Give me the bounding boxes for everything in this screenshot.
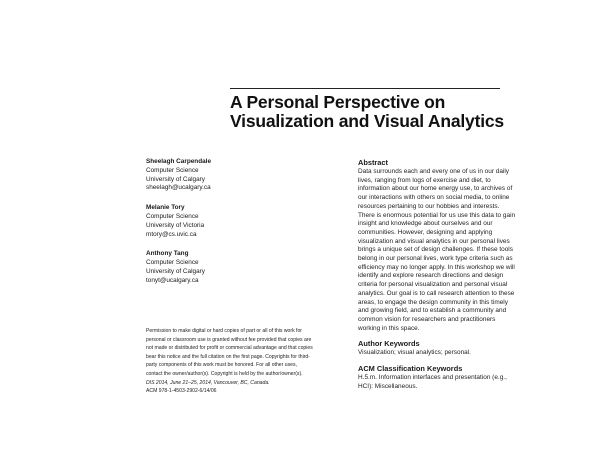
abstract-line: There is enormous potential for us use this data to gain [358, 211, 516, 219]
abstract-line: criteria for personal visualization and personal visual [358, 281, 508, 289]
author-keywords-heading: Author Keywords [358, 339, 420, 349]
permission-line: contact the owner/author(s). Copyright is held by the author/owner(s). [146, 370, 303, 377]
author-department: Computer Science [146, 166, 199, 174]
abstract-line: efficiency may no longer apply. In this workshop we will [358, 263, 515, 271]
acm-classification-heading: ACM Classification Keywords [358, 364, 463, 374]
author-affiliation: University of Calgary [146, 175, 205, 183]
abstract-heading: Abstract [358, 158, 388, 167]
author-name: Sheelagh Carpendale [146, 158, 211, 165]
abstract-line: areas, to engage the design community in this timely [358, 298, 508, 306]
abstract-line: brings a unique set of design challenges. If these tools [358, 246, 513, 254]
author-entry [146, 158, 256, 193]
author-email: tonyt@ucalgary.ca [146, 276, 199, 284]
permission-line: personal or classroom use is granted without fee provided that copies are [146, 336, 312, 343]
abstract-line: Data surrounds each and every one of us in our daily [358, 168, 510, 175]
author-email: sheelagh@ucalgary.ca [146, 184, 211, 192]
acm-classification-line: HCI): Miscellaneous. [358, 382, 418, 390]
abstract-line: working in this space. [358, 324, 420, 332]
author-keywords-line: Visualization; visual analytics; personal. [358, 349, 471, 357]
abstract-line: our interactions with others on social media, to online [358, 194, 510, 202]
title-rule [230, 88, 500, 89]
abstract-line: analytics. Our goal is to call research attention to these [358, 289, 515, 297]
title-line: Visualization and Visual Analytics [230, 111, 504, 131]
author-block [146, 158, 256, 297]
acm-classification-line: H.5.m. Information interfaces and presentation (e.g., [358, 374, 507, 382]
title-line: A Personal Perspective on [230, 92, 446, 112]
author-affiliation: University of Calgary [146, 267, 205, 275]
abstract-line: information about our home energy use, to archives of [358, 185, 513, 193]
author-entry [146, 204, 256, 239]
permission-line: Permission to make digital or hard copies of part or all of this work for [146, 328, 302, 334]
permission-notice [146, 327, 346, 396]
right-column [358, 158, 558, 391]
abstract-line: and growing field, and to establish a community and [358, 307, 507, 315]
permission-line: not made or distributed for profit or commercial advantage and that copies [146, 345, 313, 352]
acm-isbn-line: ACM 978-1-4503-2902-6/14/06 [146, 388, 217, 395]
author-name: Anthony Tang [146, 250, 189, 258]
abstract-line: resources pertaining to our hobbies and interests. [358, 202, 500, 210]
abstract-line: common vision for researchers and practitioners [358, 315, 496, 323]
author-entry [146, 250, 256, 285]
abstract-line: visualization and visual analytics in our personal lives [358, 237, 510, 245]
abstract-body [358, 168, 558, 333]
author-affiliation: University of Victoria [146, 221, 205, 229]
abstract-line: lives, ranging from logs of exercise and diet, to [358, 176, 491, 184]
author-email: mtory@cs.uvic.ca [146, 230, 197, 238]
abstract-line: belong in our personal lives, work type criteria such as [358, 255, 513, 263]
abstract-line: identify and explore research directions and design [358, 272, 504, 280]
author-name: Melanie Tory [146, 204, 185, 212]
author-department: Computer Science [146, 212, 199, 220]
abstract-line: communities. However, designing and applying [358, 228, 493, 236]
abstract-line: insight and knowledge about ourselves and our [358, 220, 493, 228]
permission-line: bear this notice and the full citation on the first page. Copyrights for third- [146, 353, 310, 360]
author-department: Computer Science [146, 259, 199, 267]
conference-line: DIS 2014, June 21–25, 2014, Vancouver, BC, Canada. [146, 379, 270, 386]
permission-line: party components of this work must be honored. For all other uses, [146, 362, 297, 369]
paper-title [230, 93, 560, 131]
